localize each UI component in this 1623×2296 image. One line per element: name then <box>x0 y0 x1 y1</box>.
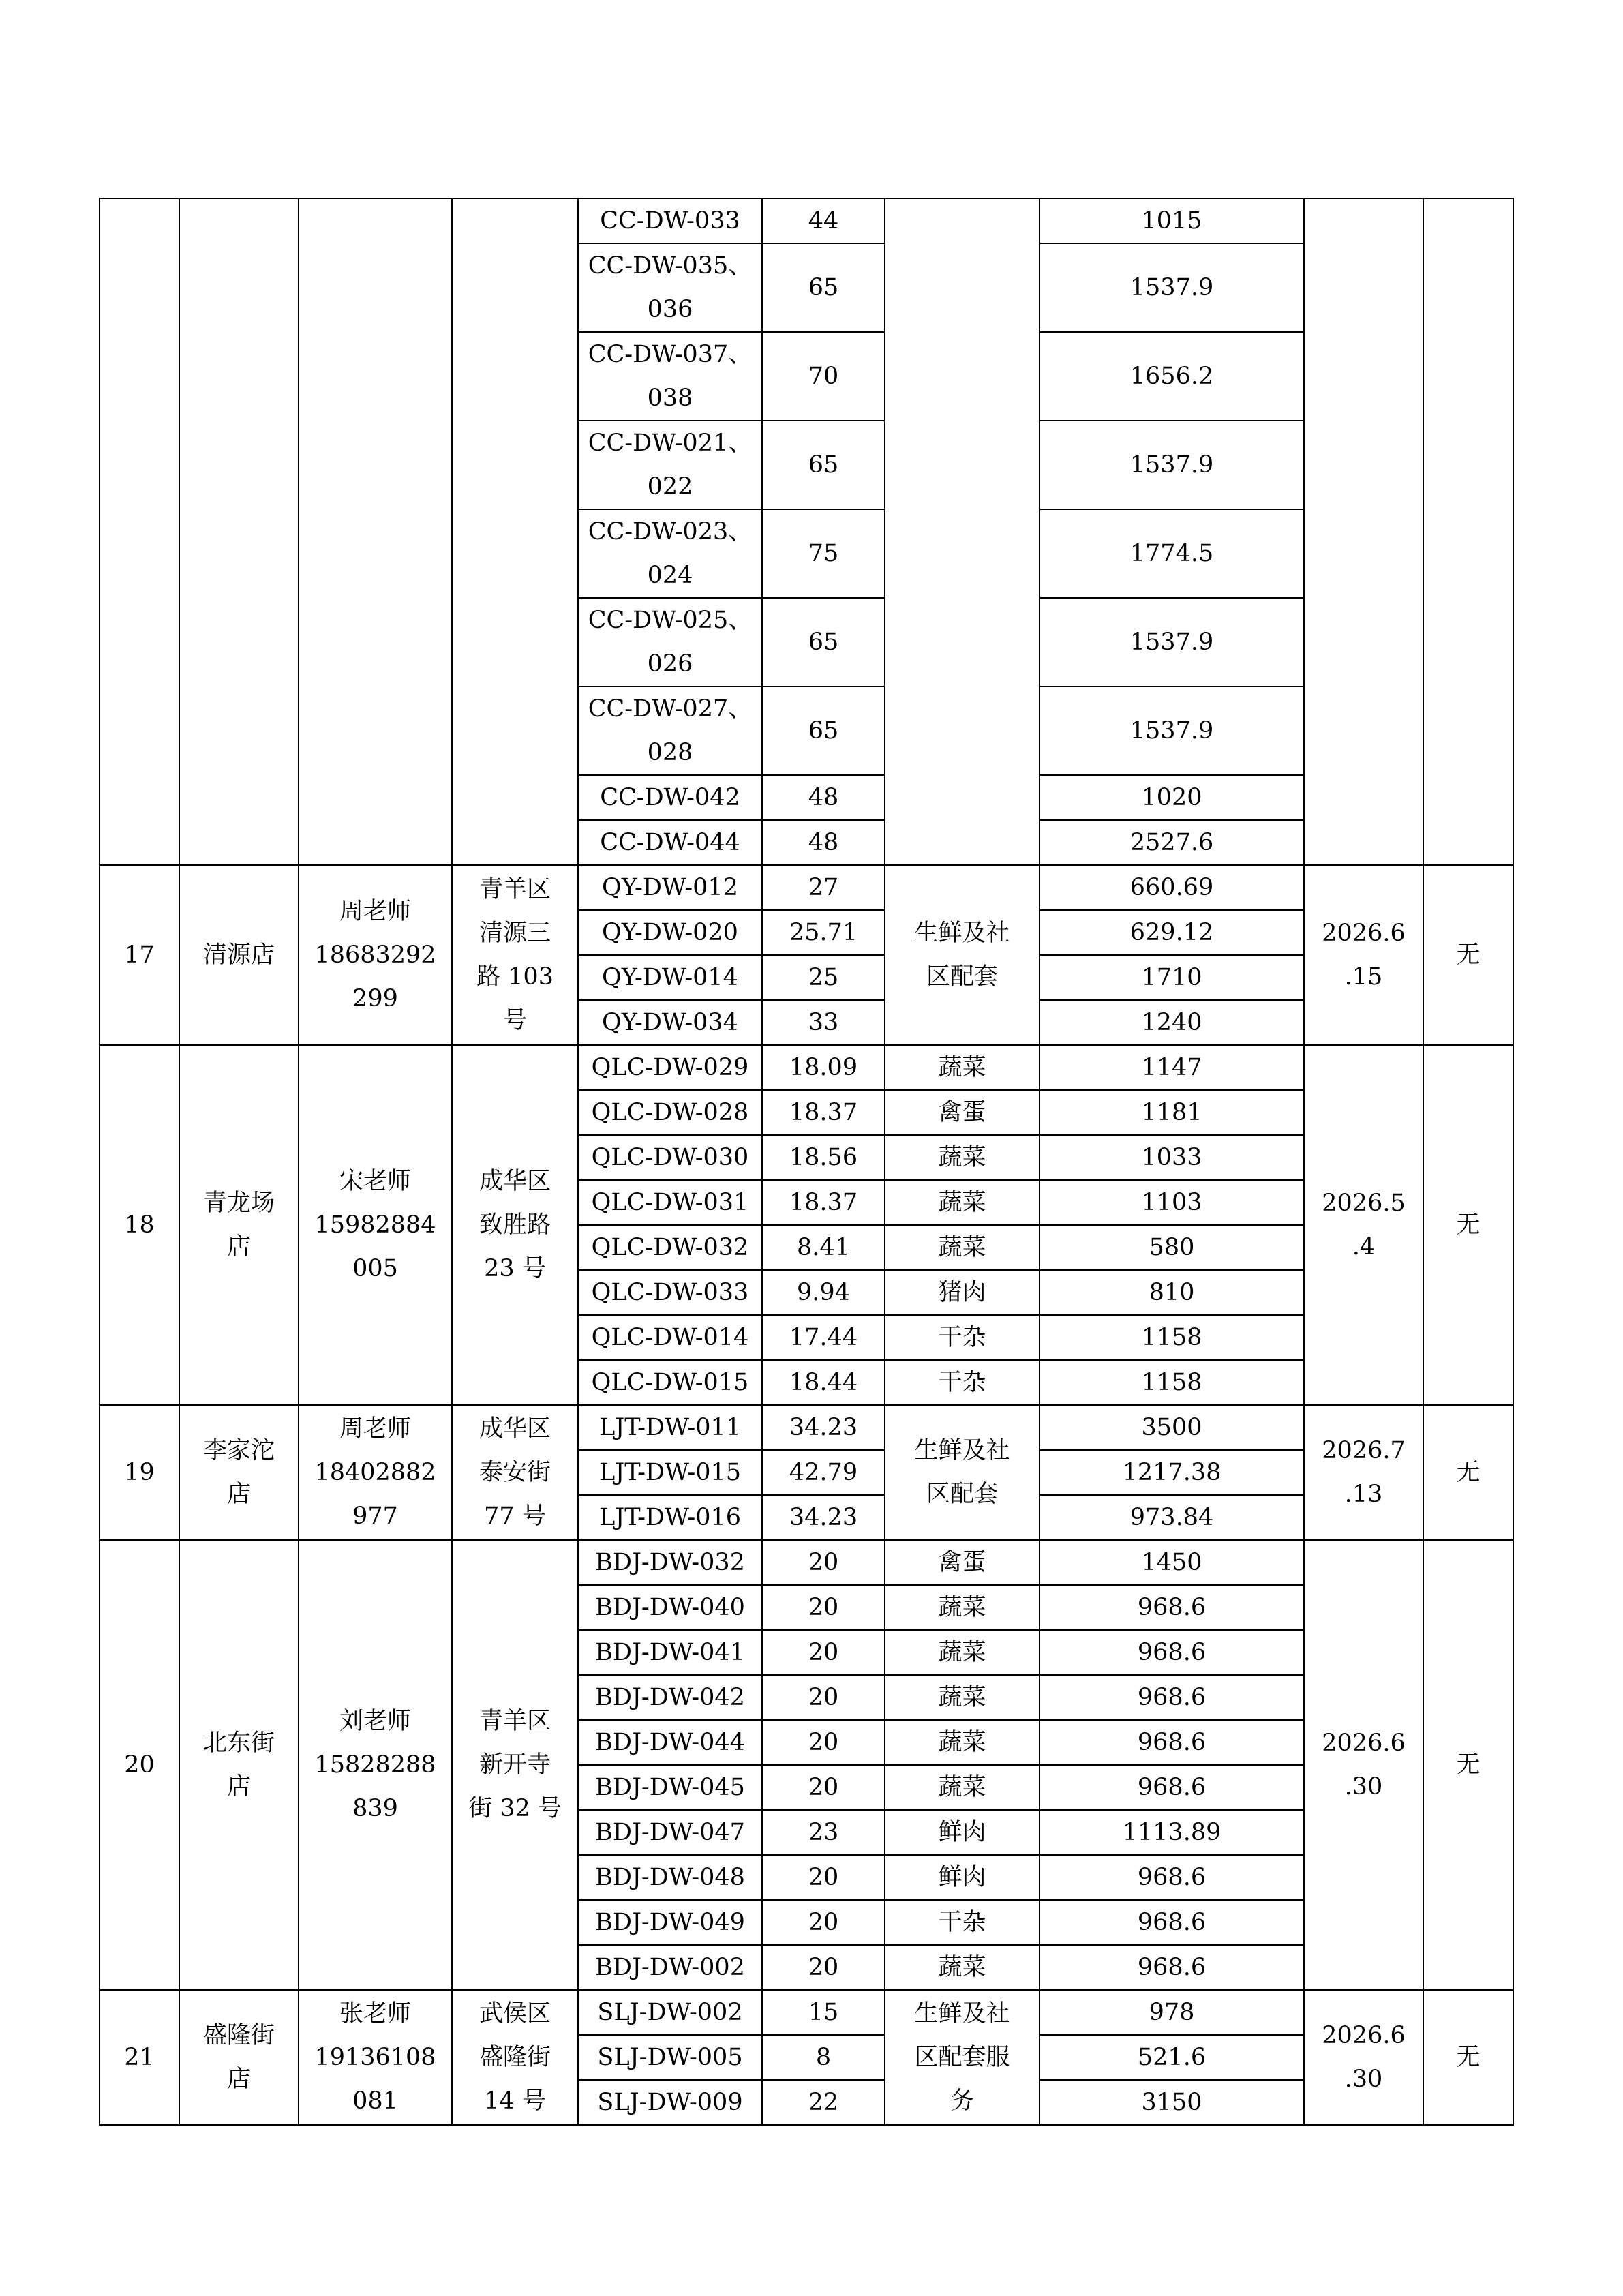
address-cell <box>452 1405 578 1540</box>
area-cell: 20 <box>762 1540 885 1585</box>
store-name-cell-line: 盛隆街 <box>202 2022 275 2049</box>
unit-code-cell: BDJ-DW-002 <box>578 1945 762 1990</box>
unit-code-cell: SLJ-DW-009 <box>578 2080 762 2125</box>
use-cell: 蔬菜 <box>885 1945 1040 1990</box>
unit-code-cell: SLJ-DW-005 <box>578 2035 762 2080</box>
unit-code-cell: CC-DW-044 <box>578 820 762 865</box>
date-cell-line: 2026.5 <box>1322 1190 1406 1217</box>
area-cell: 18.37 <box>762 1090 885 1135</box>
price-cell: 1103 <box>1040 1180 1304 1225</box>
date-cell <box>1304 1990 1423 2125</box>
price-cell: 1147 <box>1040 1045 1304 1090</box>
area-cell: 18.56 <box>762 1135 885 1180</box>
unit-code-cell: QLC-DW-033 <box>578 1270 762 1315</box>
date-cell <box>1304 1405 1423 1540</box>
unit-code-cell: QY-DW-014 <box>578 955 762 1000</box>
address-cell <box>452 198 578 865</box>
use-cell: 蔬菜 <box>885 1225 1040 1270</box>
area-cell: 44 <box>762 198 885 243</box>
area-cell: 22 <box>762 2080 885 2125</box>
use-cell-line: 务 <box>950 2087 974 2115</box>
unit-code-cell: QLC-DW-015 <box>578 1360 762 1405</box>
area-cell: 23 <box>762 1810 885 1855</box>
area-cell: 42.79 <box>762 1450 885 1495</box>
date-cell-line: .4 <box>1352 1233 1376 1260</box>
address-cell <box>452 1990 578 2125</box>
no-cell: 17 <box>100 865 179 1045</box>
unit-code-cell: QLC-DW-028 <box>578 1090 762 1135</box>
use-cell: 蔬菜 <box>885 1135 1040 1180</box>
price-cell: 968.6 <box>1040 1855 1304 1900</box>
contact-cell-line: 839 <box>352 1795 398 1822</box>
use-cell: 蔬菜 <box>885 1585 1040 1630</box>
area-cell: 25.71 <box>762 910 885 955</box>
area-cell: 70 <box>762 332 885 421</box>
address-cell-line: 号 <box>502 1007 527 1034</box>
unit-code-cell <box>578 332 762 421</box>
unit-code-cell: CC-DW-033 <box>578 198 762 243</box>
unit-code-cell: BDJ-DW-045 <box>578 1765 762 1810</box>
price-cell: 1033 <box>1040 1135 1304 1180</box>
address-cell-line: 成华区 <box>479 1168 551 1195</box>
price-cell: 1158 <box>1040 1315 1304 1360</box>
unit-code-cell-line: 038 <box>647 384 693 412</box>
unit-code-cell-line: 028 <box>647 739 693 766</box>
contact-cell-line: 周老师 <box>339 1415 411 1442</box>
area-cell: 18.37 <box>762 1180 885 1225</box>
unit-code-cell-line: CC-DW-025、 <box>588 607 753 634</box>
price-cell: 1217.38 <box>1040 1450 1304 1495</box>
price-cell: 1656.2 <box>1040 332 1304 421</box>
area-cell: 25 <box>762 955 885 1000</box>
price-cell: 2527.6 <box>1040 820 1304 865</box>
contact-cell-line: 18683292 <box>314 941 436 969</box>
date-cell-line: 2026.7 <box>1322 1437 1406 1464</box>
area-cell: 33 <box>762 1000 885 1045</box>
use-cell: 蔬菜 <box>885 1045 1040 1090</box>
contact-cell <box>299 198 452 865</box>
store-name-cell-line: 清源店 <box>202 941 275 969</box>
area-cell: 20 <box>762 1900 885 1945</box>
area-cell: 65 <box>762 598 885 686</box>
area-cell: 20 <box>762 1765 885 1810</box>
store-name-cell-line: 李家沱 <box>202 1437 275 1464</box>
price-cell: 1710 <box>1040 955 1304 1000</box>
contact-cell <box>299 1405 452 1540</box>
table-row <box>100 198 1513 243</box>
unit-code-cell: BDJ-DW-049 <box>578 1900 762 1945</box>
no-cell <box>100 198 179 865</box>
price-cell: 1774.5 <box>1040 509 1304 598</box>
use-cell-line: 生鲜及社 <box>914 920 1010 947</box>
address-cell <box>452 865 578 1045</box>
price-cell: 973.84 <box>1040 1495 1304 1540</box>
date-cell-line: .13 <box>1344 1481 1383 1508</box>
price-cell: 1537.9 <box>1040 421 1304 509</box>
note-cell: 无 <box>1423 1045 1513 1405</box>
area-cell: 34.23 <box>762 1405 885 1450</box>
contact-cell <box>299 865 452 1045</box>
address-cell-line: 成华区 <box>479 1415 551 1442</box>
unit-code-cell: BDJ-DW-048 <box>578 1855 762 1900</box>
contact-cell-line: 977 <box>352 1502 398 1530</box>
use-cell: 蔬菜 <box>885 1630 1040 1675</box>
unit-code-cell: LJT-DW-015 <box>578 1450 762 1495</box>
note-cell: 无 <box>1423 865 1513 1045</box>
price-cell: 1450 <box>1040 1540 1304 1585</box>
contact-cell <box>299 1540 452 1990</box>
store-name-cell-line: 店 <box>226 1481 251 1508</box>
use-cell-line: 区配套服 <box>914 2044 1010 2071</box>
table-row <box>100 1045 1513 1090</box>
area-cell: 65 <box>762 686 885 775</box>
price-cell: 968.6 <box>1040 1585 1304 1630</box>
price-cell: 629.12 <box>1040 910 1304 955</box>
date-cell-line: .30 <box>1344 2066 1383 2093</box>
use-cell: 禽蛋 <box>885 1090 1040 1135</box>
price-cell: 1158 <box>1040 1360 1304 1405</box>
unit-code-cell: QY-DW-034 <box>578 1000 762 1045</box>
area-cell: 20 <box>762 1855 885 1900</box>
store-name-cell-line: 店 <box>226 1233 251 1260</box>
note-cell: 无 <box>1423 1405 1513 1540</box>
address-cell-line: 致胜路 <box>479 1211 551 1239</box>
table-body <box>100 198 1513 2125</box>
store-name-cell-line: 店 <box>226 1773 251 1800</box>
price-cell: 968.6 <box>1040 1900 1304 1945</box>
area-cell: 34.23 <box>762 1495 885 1540</box>
price-cell: 968.6 <box>1040 1945 1304 1990</box>
price-cell: 978 <box>1040 1990 1304 2035</box>
contact-cell-line: 005 <box>352 1255 398 1282</box>
unit-code-cell: QY-DW-012 <box>578 865 762 910</box>
date-cell <box>1304 1540 1423 1990</box>
contact-cell <box>299 1045 452 1405</box>
area-cell: 48 <box>762 820 885 865</box>
date-cell-line: .30 <box>1344 1773 1383 1800</box>
store-lease-table <box>99 198 1514 2126</box>
area-cell: 9.94 <box>762 1270 885 1315</box>
date-cell-line: 2026.6 <box>1322 1729 1406 1757</box>
contact-cell-line: 19136108 <box>314 2044 436 2071</box>
price-cell: 3150 <box>1040 2080 1304 2125</box>
address-cell-line: 武侯区 <box>479 2000 551 2027</box>
price-cell: 810 <box>1040 1270 1304 1315</box>
unit-code-cell: BDJ-DW-042 <box>578 1675 762 1720</box>
address-cell-line: 77 号 <box>484 1502 546 1530</box>
address-cell <box>452 1540 578 1990</box>
area-cell: 65 <box>762 421 885 509</box>
note-cell: 无 <box>1423 1540 1513 1990</box>
unit-code-cell: BDJ-DW-044 <box>578 1720 762 1765</box>
unit-code-cell: BDJ-DW-040 <box>578 1585 762 1630</box>
use-cell-line: 生鲜及社 <box>914 2000 1010 2027</box>
contact-cell-line: 15828288 <box>314 1751 436 1779</box>
price-cell: 1537.9 <box>1040 243 1304 332</box>
unit-code-cell-line: CC-DW-027、 <box>588 695 753 723</box>
price-cell: 1020 <box>1040 775 1304 820</box>
unit-code-cell-line: CC-DW-037、 <box>588 341 753 368</box>
price-cell: 968.6 <box>1040 1675 1304 1720</box>
price-cell: 1537.9 <box>1040 686 1304 775</box>
store-name-cell <box>179 1990 299 2125</box>
address-cell-line: 青羊区 <box>479 1708 551 1735</box>
price-cell: 1181 <box>1040 1090 1304 1135</box>
store-name-cell-line: 北东街 <box>202 1729 275 1757</box>
address-cell-line: 青羊区 <box>479 876 551 903</box>
unit-code-cell: QLC-DW-031 <box>578 1180 762 1225</box>
no-cell: 19 <box>100 1405 179 1540</box>
use-cell <box>885 1405 1040 1540</box>
address-cell-line: 街 32 号 <box>468 1795 562 1822</box>
store-name-cell-line: 青龙场 <box>202 1190 275 1217</box>
use-cell: 干杂 <box>885 1360 1040 1405</box>
unit-code-cell-line: CC-DW-035、 <box>588 252 753 280</box>
address-cell <box>452 1045 578 1405</box>
contact-cell-line: 宋老师 <box>339 1168 411 1195</box>
contact-cell-line: 张老师 <box>339 2000 411 2027</box>
area-cell: 8.41 <box>762 1225 885 1270</box>
use-cell: 鲜肉 <box>885 1810 1040 1855</box>
use-cell: 猪肉 <box>885 1270 1040 1315</box>
store-name-cell-line: 店 <box>226 2066 251 2093</box>
use-cell: 蔬菜 <box>885 1180 1040 1225</box>
table-row <box>100 1540 1513 1585</box>
address-cell-line: 泰安街 <box>479 1459 551 1486</box>
price-cell: 660.69 <box>1040 865 1304 910</box>
unit-code-cell: QLC-DW-032 <box>578 1225 762 1270</box>
area-cell: 20 <box>762 1630 885 1675</box>
price-cell: 1113.89 <box>1040 1810 1304 1855</box>
unit-code-cell: QLC-DW-030 <box>578 1135 762 1180</box>
price-cell: 1240 <box>1040 1000 1304 1045</box>
area-cell: 20 <box>762 1720 885 1765</box>
contact-cell-line: 刘老师 <box>339 1708 411 1735</box>
price-cell: 968.6 <box>1040 1630 1304 1675</box>
table-row <box>100 865 1513 910</box>
contact-cell-line: 周老师 <box>339 898 411 925</box>
no-cell: 21 <box>100 1990 179 2125</box>
address-cell-line: 盛隆街 <box>479 2044 551 2071</box>
unit-code-cell-line: CC-DW-021、 <box>588 429 753 457</box>
no-cell: 20 <box>100 1540 179 1990</box>
area-cell: 20 <box>762 1585 885 1630</box>
area-cell: 17.44 <box>762 1315 885 1360</box>
note-cell <box>1423 198 1513 865</box>
contact-cell-line: 15982884 <box>314 1211 436 1239</box>
use-cell <box>885 865 1040 1045</box>
use-cell: 干杂 <box>885 1315 1040 1360</box>
use-cell <box>885 198 1040 865</box>
unit-code-cell: LJT-DW-011 <box>578 1405 762 1450</box>
area-cell: 20 <box>762 1675 885 1720</box>
area-cell: 18.44 <box>762 1360 885 1405</box>
unit-code-cell <box>578 598 762 686</box>
table-row <box>100 1990 1513 2035</box>
use-cell-line: 区配套 <box>926 963 998 991</box>
unit-code-cell: BDJ-DW-032 <box>578 1540 762 1585</box>
unit-code-cell <box>578 421 762 509</box>
unit-code-cell: SLJ-DW-002 <box>578 1990 762 2035</box>
address-cell-line: 新开寺 <box>479 1751 551 1779</box>
address-cell-line: 14 号 <box>484 2087 546 2115</box>
address-cell-line: 路 103 <box>476 963 553 991</box>
price-cell: 1015 <box>1040 198 1304 243</box>
unit-code-cell: QLC-DW-029 <box>578 1045 762 1090</box>
store-name-cell <box>179 1405 299 1540</box>
unit-code-cell: BDJ-DW-047 <box>578 1810 762 1855</box>
contact-cell <box>299 1990 452 2125</box>
date-cell-line: 2026.6 <box>1322 920 1406 947</box>
no-cell: 18 <box>100 1045 179 1405</box>
use-cell: 鲜肉 <box>885 1855 1040 1900</box>
price-cell: 968.6 <box>1040 1765 1304 1810</box>
contact-cell-line: 18402882 <box>314 1459 436 1486</box>
price-cell: 968.6 <box>1040 1720 1304 1765</box>
date-cell <box>1304 198 1423 865</box>
use-cell: 干杂 <box>885 1900 1040 1945</box>
unit-code-cell: QY-DW-020 <box>578 910 762 955</box>
use-cell: 禽蛋 <box>885 1540 1040 1585</box>
area-cell: 18.09 <box>762 1045 885 1090</box>
area-cell: 27 <box>762 865 885 910</box>
unit-code-cell-line: 026 <box>647 650 693 678</box>
unit-code-cell: LJT-DW-016 <box>578 1495 762 1540</box>
use-cell: 蔬菜 <box>885 1675 1040 1720</box>
price-cell: 521.6 <box>1040 2035 1304 2080</box>
unit-code-cell <box>578 243 762 332</box>
date-cell-line: 2026.6 <box>1322 2022 1406 2049</box>
unit-code-cell <box>578 509 762 598</box>
unit-code-cell <box>578 686 762 775</box>
date-cell-line: .15 <box>1344 963 1383 991</box>
unit-code-cell: BDJ-DW-041 <box>578 1630 762 1675</box>
use-cell: 蔬菜 <box>885 1765 1040 1810</box>
use-cell <box>885 1990 1040 2125</box>
store-name-cell <box>179 198 299 865</box>
area-cell: 8 <box>762 2035 885 2080</box>
area-cell: 20 <box>762 1945 885 1990</box>
store-name-cell <box>179 1540 299 1990</box>
address-cell-line: 清源三 <box>479 920 551 947</box>
note-cell: 无 <box>1423 1990 1513 2125</box>
use-cell: 蔬菜 <box>885 1720 1040 1765</box>
use-cell-line: 区配套 <box>926 1481 998 1508</box>
unit-code-cell-line: CC-DW-023、 <box>588 518 753 545</box>
price-cell: 3500 <box>1040 1405 1304 1450</box>
store-name-cell <box>179 865 299 1045</box>
unit-code-cell: QLC-DW-014 <box>578 1315 762 1360</box>
unit-code-cell-line: 024 <box>647 562 693 589</box>
contact-cell-line: 081 <box>352 2087 398 2115</box>
store-name-cell <box>179 1045 299 1405</box>
price-cell: 1537.9 <box>1040 598 1304 686</box>
date-cell <box>1304 1045 1423 1405</box>
area-cell: 75 <box>762 509 885 598</box>
area-cell: 15 <box>762 1990 885 2035</box>
unit-code-cell-line: 022 <box>647 473 693 500</box>
area-cell: 48 <box>762 775 885 820</box>
unit-code-cell-line: 036 <box>647 296 693 323</box>
price-cell: 580 <box>1040 1225 1304 1270</box>
area-cell: 65 <box>762 243 885 332</box>
contact-cell-line: 299 <box>352 985 398 1012</box>
address-cell-line: 23 号 <box>484 1255 546 1282</box>
date-cell <box>1304 865 1423 1045</box>
table-row <box>100 1405 1513 1450</box>
unit-code-cell: CC-DW-042 <box>578 775 762 820</box>
use-cell-line: 生鲜及社 <box>914 1437 1010 1464</box>
